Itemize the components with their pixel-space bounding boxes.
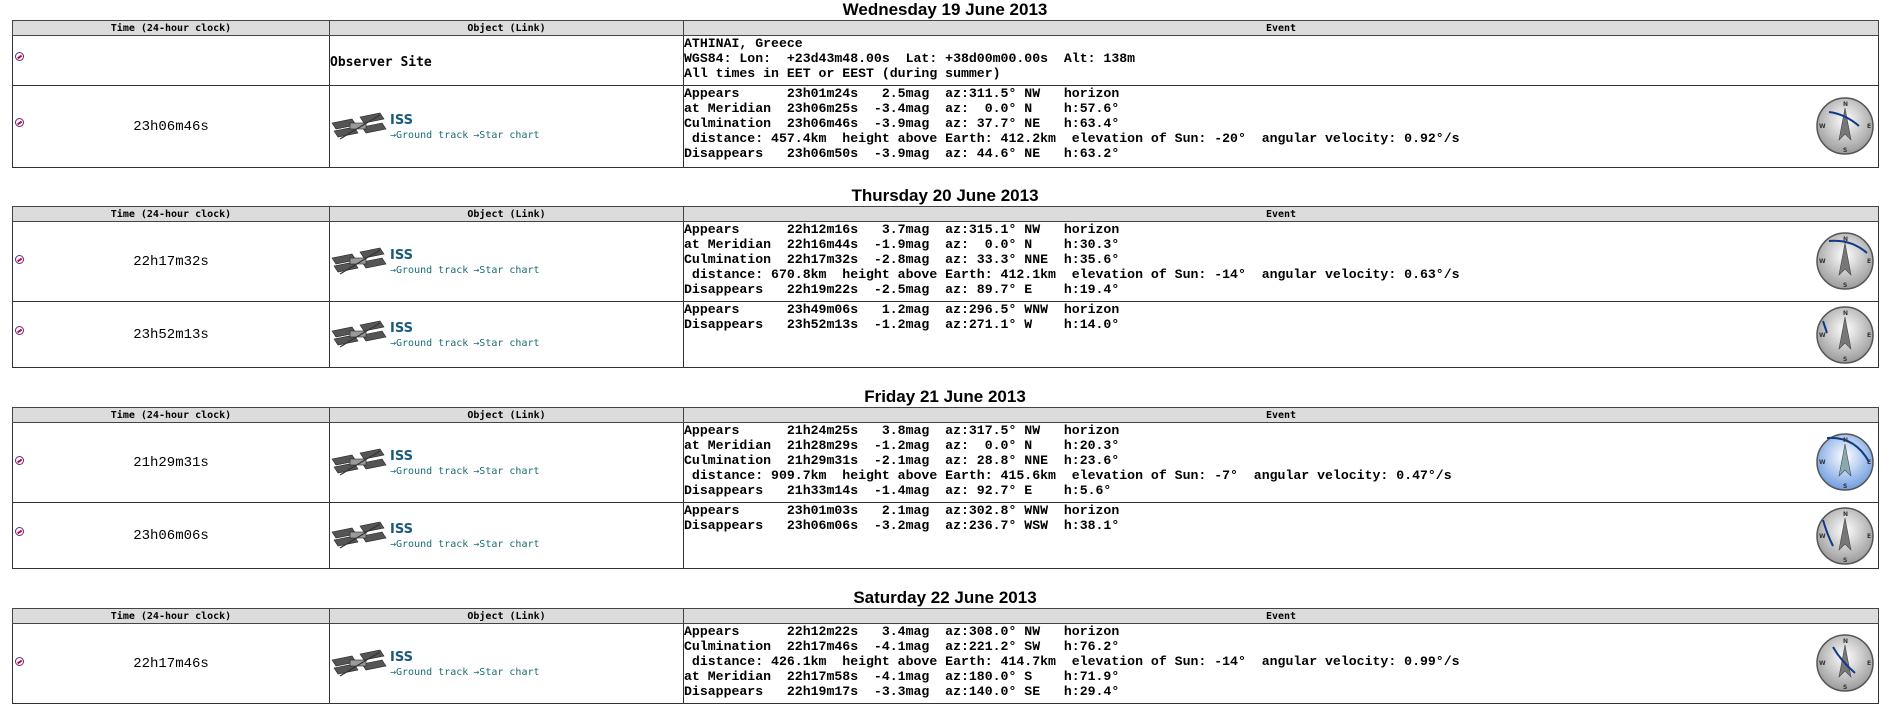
day-section-0 xyxy=(12,0,1878,168)
object-cell xyxy=(330,624,684,704)
day-section-1 xyxy=(12,186,1878,368)
svg-text:E: E xyxy=(1867,533,1872,540)
day-title: Friday 21 June 2013 xyxy=(864,387,1026,406)
event-line: distance: 909.7km height above Earth: 415.6km elevation of Sun: -7° angular velocity: 0.47°/s xyxy=(684,468,1452,483)
column-header-event: Event xyxy=(684,207,1879,222)
iss-link[interactable]: ISS xyxy=(390,247,413,263)
object-cell xyxy=(330,222,684,302)
star-chart-link[interactable]: →Star chart xyxy=(473,465,540,477)
table-row xyxy=(13,423,1879,503)
column-header-object: Object (Link) xyxy=(330,609,684,624)
column-header-object: Object (Link) xyxy=(330,207,684,222)
event-cell xyxy=(684,302,1879,368)
event-line: Disappears 22h19m17s -3.3mag az:140.0° SE h:29.4° xyxy=(684,684,1120,699)
events-table xyxy=(12,206,1879,368)
star-chart-link[interactable]: →Star chart xyxy=(473,129,540,141)
table-header-row xyxy=(13,408,1879,423)
event-cell xyxy=(684,423,1879,503)
iss-satellite-icon[interactable] xyxy=(330,244,390,280)
ground-track-link[interactable]: →Ground track xyxy=(390,129,469,141)
table-row xyxy=(13,36,1879,86)
event-line: ATHINAI, Greece xyxy=(684,36,803,51)
events-table xyxy=(12,20,1879,168)
event-line: Disappears 23h52m13s -1.2mag az:271.1° W h:14.0° xyxy=(684,317,1120,332)
svg-text:S: S xyxy=(1843,282,1848,289)
time-cell xyxy=(13,423,330,503)
day-title: Wednesday 19 June 2013 xyxy=(842,0,1048,19)
event-line: Appears 23h49m06s 1.2mag az:296.5° WNW horizon xyxy=(684,302,1120,317)
time-cell xyxy=(13,503,330,569)
ground-track-link[interactable]: →Ground track xyxy=(390,264,469,276)
table-row xyxy=(13,302,1879,368)
event-line: Appears 23h01m03s 2.1mag az:302.8° WNW horizon xyxy=(684,503,1120,518)
time-cell xyxy=(13,86,330,168)
table-header-row xyxy=(13,207,1879,222)
ground-track-link[interactable]: →Ground track xyxy=(390,538,469,550)
event-line: at Meridian 21h28m29s -1.2mag az: 0.0° N h:20.3° xyxy=(684,438,1120,453)
event-line: WGS84: Lon: +23d43m48.00s Lat: +38d00m00.00s Alt: 138m xyxy=(684,51,1136,66)
event-line: All times in EET or EEST (during summer) xyxy=(684,66,1001,81)
svg-text:S: S xyxy=(1843,147,1848,154)
iss-link[interactable]: ISS xyxy=(390,112,413,128)
event-line: at Meridian 22h16m44s -1.9mag az: 0.0° N h:30.3° xyxy=(684,237,1120,252)
event-cell xyxy=(684,36,1879,86)
object-cell xyxy=(330,86,684,168)
time-cell xyxy=(13,222,330,302)
iss-satellite-icon[interactable] xyxy=(330,518,390,554)
event-cell xyxy=(684,624,1879,704)
events-table xyxy=(12,407,1879,569)
sky-chart-compass-icon[interactable] xyxy=(1815,432,1875,492)
day-title: Thursday 20 June 2013 xyxy=(851,186,1039,205)
ground-track-link[interactable]: →Ground track xyxy=(390,465,469,477)
svg-text:S: S xyxy=(1843,557,1848,564)
time-value: 23h06m46s xyxy=(133,118,209,135)
sky-chart-compass-icon[interactable] xyxy=(1815,506,1875,566)
iss-satellite-icon[interactable] xyxy=(330,445,390,481)
svg-text:E: E xyxy=(1867,332,1872,339)
event-marker-icon[interactable] xyxy=(15,527,24,536)
column-header-time: Time (24-hour clock) xyxy=(13,609,330,624)
events-table xyxy=(12,608,1879,704)
svg-text:S: S xyxy=(1843,684,1848,691)
day-section-2 xyxy=(12,387,1878,569)
time-cell xyxy=(13,36,330,86)
iss-satellite-icon[interactable] xyxy=(330,317,390,353)
event-line: distance: 457.4km height above Earth: 412.2km elevation of Sun: -20° angular velocity: 0.92°/s xyxy=(684,131,1460,146)
svg-text:N: N xyxy=(1843,101,1849,108)
event-line: Appears 23h01m24s 2.5mag az:311.5° NW horizon xyxy=(684,86,1120,101)
svg-text:N: N xyxy=(1843,310,1849,317)
event-line: Appears 22h12m22s 3.4mag az:308.0° NW horizon xyxy=(684,624,1120,639)
observer-site-label: Observer Site xyxy=(330,55,432,70)
event-line: Disappears 23h06m06s -3.2mag az:236.7° WSW h:38.1° xyxy=(684,518,1120,533)
svg-text:N: N xyxy=(1843,236,1849,243)
sky-chart-compass-icon[interactable] xyxy=(1815,96,1875,156)
event-line: Disappears 22h19m22s -2.5mag az: 89.7° E h:19.4° xyxy=(684,282,1120,297)
event-line: at Meridian 23h06m25s -3.4mag az: 0.0° N h:57.6° xyxy=(684,101,1120,116)
table-header-row xyxy=(13,609,1879,624)
event-line: Culmination 21h29m31s -2.1mag az: 28.8° NNE h:23.6° xyxy=(684,453,1120,468)
event-marker-icon[interactable] xyxy=(15,657,24,666)
event-line: Disappears 21h33m14s -1.4mag az: 92.7° E h:5.6° xyxy=(684,483,1112,498)
svg-text:E: E xyxy=(1867,459,1872,466)
time-value: 21h29m31s xyxy=(133,454,209,471)
svg-text:W: W xyxy=(1819,459,1826,466)
svg-text:S: S xyxy=(1843,356,1848,363)
iss-link[interactable]: ISS xyxy=(390,649,413,665)
star-chart-link[interactable]: →Star chart xyxy=(473,337,540,349)
star-chart-link[interactable]: →Star chart xyxy=(473,264,540,276)
time-value: 22h17m46s xyxy=(133,655,209,672)
svg-text:E: E xyxy=(1867,258,1872,265)
svg-text:W: W xyxy=(1819,533,1826,540)
object-cell xyxy=(330,302,684,368)
event-marker-icon[interactable] xyxy=(15,118,24,127)
event-line: Appears 21h24m25s 3.8mag az:317.5° NW horizon xyxy=(684,423,1120,438)
event-line: at Meridian 22h17m58s -4.1mag az:180.0° S h:71.9° xyxy=(684,669,1120,684)
column-header-event: Event xyxy=(684,609,1879,624)
sky-chart-compass-icon[interactable] xyxy=(1815,231,1875,291)
svg-text:E: E xyxy=(1867,660,1872,667)
event-line: Disappears 23h06m50s -3.9mag az: 44.6° NE h:63.2° xyxy=(684,146,1120,161)
object-cell xyxy=(330,36,684,86)
table-row xyxy=(13,503,1879,569)
svg-text:N: N xyxy=(1843,638,1849,645)
iss-link[interactable]: ISS xyxy=(390,448,413,464)
iss-satellite-icon[interactable] xyxy=(330,646,390,682)
event-marker-icon[interactable] xyxy=(15,456,24,465)
event-cell xyxy=(684,503,1879,569)
event-marker-icon[interactable] xyxy=(15,326,24,335)
time-value: 23h52m13s xyxy=(133,326,209,343)
iss-link[interactable]: ISS xyxy=(390,320,413,336)
event-line: distance: 426.1km height above Earth: 414.7km elevation of Sun: -14° angular velocity: 0.99°/s xyxy=(684,654,1460,669)
svg-text:N: N xyxy=(1843,511,1849,518)
column-header-object: Object (Link) xyxy=(330,21,684,36)
time-cell xyxy=(13,302,330,368)
table-header-row xyxy=(13,21,1879,36)
table-row xyxy=(13,624,1879,704)
star-chart-link[interactable]: →Star chart xyxy=(473,666,540,678)
iss-satellite-icon[interactable] xyxy=(330,109,390,145)
event-cell xyxy=(684,222,1879,302)
iss-link[interactable]: ISS xyxy=(390,521,413,537)
day-section-3 xyxy=(12,588,1878,704)
column-header-time: Time (24-hour clock) xyxy=(13,207,330,222)
star-chart-link[interactable]: →Star chart xyxy=(473,538,540,550)
svg-text:W: W xyxy=(1819,660,1826,667)
event-line: distance: 670.8km height above Earth: 412.1km elevation of Sun: -14° angular velocity: 0.63°/s xyxy=(684,267,1460,282)
time-value: 23h06m06s xyxy=(133,527,209,544)
event-line: Culmination 22h17m32s -2.8mag az: 33.3° NNE h:35.6° xyxy=(684,252,1120,267)
event-marker-icon[interactable] xyxy=(15,52,24,61)
column-header-object: Object (Link) xyxy=(330,408,684,423)
event-line: Appears 22h12m16s 3.7mag az:315.1° NW horizon xyxy=(684,222,1120,237)
event-line: Culmination 23h06m46s -3.9mag az: 37.7° NE h:63.4° xyxy=(684,116,1120,131)
table-row xyxy=(13,222,1879,302)
ground-track-link[interactable]: →Ground track xyxy=(390,337,469,349)
time-value: 22h17m32s xyxy=(133,253,209,270)
ground-track-link[interactable]: →Ground track xyxy=(390,666,469,678)
object-cell xyxy=(330,423,684,503)
table-row xyxy=(13,86,1879,168)
svg-text:W: W xyxy=(1819,332,1826,339)
event-line: Culmination 22h17m46s -4.1mag az:221.2° SW h:76.2° xyxy=(684,639,1120,654)
time-cell xyxy=(13,624,330,704)
column-header-event: Event xyxy=(684,408,1879,423)
svg-text:S: S xyxy=(1843,483,1848,490)
svg-text:E: E xyxy=(1867,123,1872,130)
day-title: Saturday 22 June 2013 xyxy=(853,588,1037,607)
object-cell xyxy=(330,503,684,569)
column-header-time: Time (24-hour clock) xyxy=(13,408,330,423)
sky-chart-compass-icon[interactable] xyxy=(1815,633,1875,693)
sky-chart-compass-icon[interactable] xyxy=(1815,305,1875,365)
event-cell xyxy=(684,86,1879,168)
svg-text:W: W xyxy=(1819,258,1826,265)
event-marker-icon[interactable] xyxy=(15,255,24,264)
column-header-event: Event xyxy=(684,21,1879,36)
svg-text:W: W xyxy=(1819,123,1826,130)
svg-text:N: N xyxy=(1843,437,1849,444)
column-header-time: Time (24-hour clock) xyxy=(13,21,330,36)
